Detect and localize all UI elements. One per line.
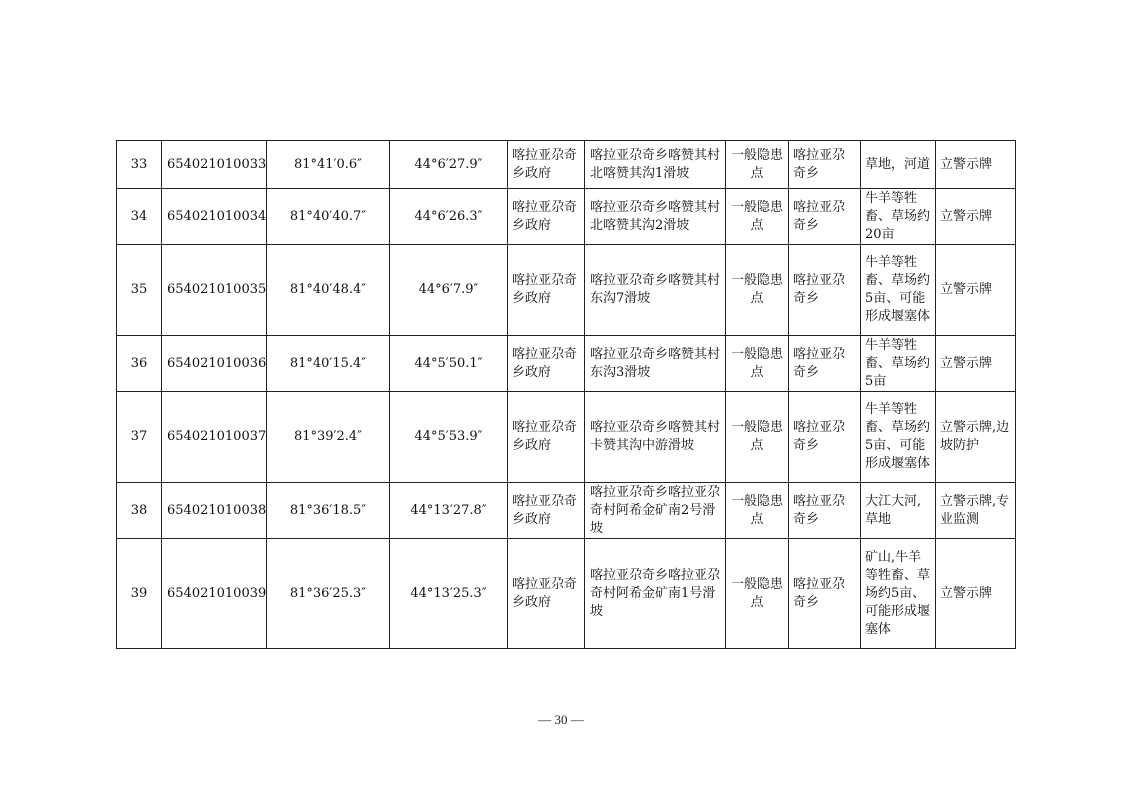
prevention-measure: 立警示牌 (936, 189, 1016, 245)
point-code: 654021010036 (162, 336, 267, 392)
longitude: 81°40′40.7″ (267, 189, 390, 245)
prevention-measure: 立警示牌 (936, 245, 1016, 336)
latitude: 44°6′27.9″ (390, 141, 508, 189)
hazard-level: 一般隐患点 (726, 245, 789, 336)
township: 喀拉亚尕奇乡 (789, 245, 861, 336)
longitude: 81°36′18.5″ (267, 483, 390, 539)
row-number: 33 (117, 141, 162, 189)
row-number: 35 (117, 245, 162, 336)
hazard-name: 喀拉亚尕奇乡喀赞其村北喀赞其沟2滑坡 (585, 189, 726, 245)
row-number: 34 (117, 189, 162, 245)
threat-object: 草地，河道 (861, 141, 936, 189)
township: 喀拉亚尕奇乡 (789, 336, 861, 392)
point-code: 654021010038 (162, 483, 267, 539)
prevention-measure: 立警示牌,边坡防护 (936, 392, 1016, 483)
threat-object: 大江大河,草地 (861, 483, 936, 539)
longitude: 81°36′25.3″ (267, 539, 390, 649)
table-row (117, 336, 1016, 392)
hazard-level: 一般隐患点 (726, 189, 789, 245)
latitude: 44°5′50.1″ (390, 336, 508, 392)
row-number: 39 (117, 539, 162, 649)
hazard-level: 一般隐患点 (726, 392, 789, 483)
point-code: 654021010037 (162, 392, 267, 483)
hazard-level: 一般隐患点 (726, 483, 789, 539)
longitude: 81°41′0.6″ (267, 141, 390, 189)
prevention-measure: 立警示牌,专业监测 (936, 483, 1016, 539)
latitude: 44°13′27.8″ (390, 483, 508, 539)
hazard-name: 喀拉亚尕奇乡喀赞其村东沟3滑坡 (585, 336, 726, 392)
table-row (117, 189, 1016, 245)
row-number: 37 (117, 392, 162, 483)
hazard-name: 喀拉亚尕奇乡喀赞其村北喀赞其沟1滑坡 (585, 141, 726, 189)
latitude: 44°13′25.3″ (390, 539, 508, 649)
hazard-name: 喀拉亚尕奇乡喀拉亚尕奇村阿希金矿南1号滑坡 (585, 539, 726, 649)
prevention-measure: 立警示牌 (936, 539, 1016, 649)
latitude: 44°5′53.9″ (390, 392, 508, 483)
table-row (117, 392, 1016, 483)
township: 喀拉亚尕奇乡 (789, 189, 861, 245)
threat-object: 牛羊等牲畜、草场约5亩、可能形成堰塞体 (861, 392, 936, 483)
hazard-level: 一般隐患点 (726, 539, 789, 649)
hazard-points-table (116, 140, 1016, 649)
responsible-unit: 喀拉亚尕奇乡政府 (508, 245, 585, 336)
prevention-measure: 立警示牌 (936, 141, 1016, 189)
township: 喀拉亚尕奇乡 (789, 483, 861, 539)
page-number: — 30 — (538, 712, 584, 727)
responsible-unit: 喀拉亚尕奇乡政府 (508, 392, 585, 483)
township: 喀拉亚尕奇乡 (789, 141, 861, 189)
point-code: 654021010039 (162, 539, 267, 649)
hazard-level: 一般隐患点 (726, 141, 789, 189)
row-number: 38 (117, 483, 162, 539)
responsible-unit: 喀拉亚尕奇乡政府 (508, 483, 585, 539)
point-code: 654021010035 (162, 245, 267, 336)
responsible-unit: 喀拉亚尕奇乡政府 (508, 336, 585, 392)
responsible-unit: 喀拉亚尕奇乡政府 (508, 141, 585, 189)
threat-object: 牛羊等牲畜、草场约5亩、可能形成堰塞体 (861, 245, 936, 336)
prevention-measure: 立警示牌 (936, 336, 1016, 392)
longitude: 81°39′2.4″ (267, 392, 390, 483)
hazard-level: 一般隐患点 (726, 336, 789, 392)
threat-object: 矿山,牛羊等牲畜、草场约5亩、可能形成堰塞体 (861, 539, 936, 649)
latitude: 44°6′7.9″ (390, 245, 508, 336)
responsible-unit: 喀拉亚尕奇乡政府 (508, 539, 585, 649)
township: 喀拉亚尕奇乡 (789, 392, 861, 483)
township: 喀拉亚尕奇乡 (789, 539, 861, 649)
latitude: 44°6′26.3″ (390, 189, 508, 245)
row-number: 36 (117, 336, 162, 392)
table-row (117, 141, 1016, 189)
responsible-unit: 喀拉亚尕奇乡政府 (508, 189, 585, 245)
table-row (117, 539, 1016, 649)
hazard-name: 喀拉亚尕奇乡喀赞其村东沟7滑坡 (585, 245, 726, 336)
threat-object: 牛羊等牲畜、草场约20亩 (861, 189, 936, 245)
point-code: 654021010034 (162, 189, 267, 245)
table-row (117, 245, 1016, 336)
threat-object: 牛羊等牲畜、草场约5亩 (861, 336, 936, 392)
hazard-name: 喀拉亚尕奇乡喀拉亚尕奇村阿希金矿南2号滑坡 (585, 483, 726, 539)
hazard-name: 喀拉亚尕奇乡喀赞其村卡赞其沟中游滑坡 (585, 392, 726, 483)
table-row (117, 483, 1016, 539)
longitude: 81°40′15.4″ (267, 336, 390, 392)
longitude: 81°40′48.4″ (267, 245, 390, 336)
point-code: 654021010033 (162, 141, 267, 189)
